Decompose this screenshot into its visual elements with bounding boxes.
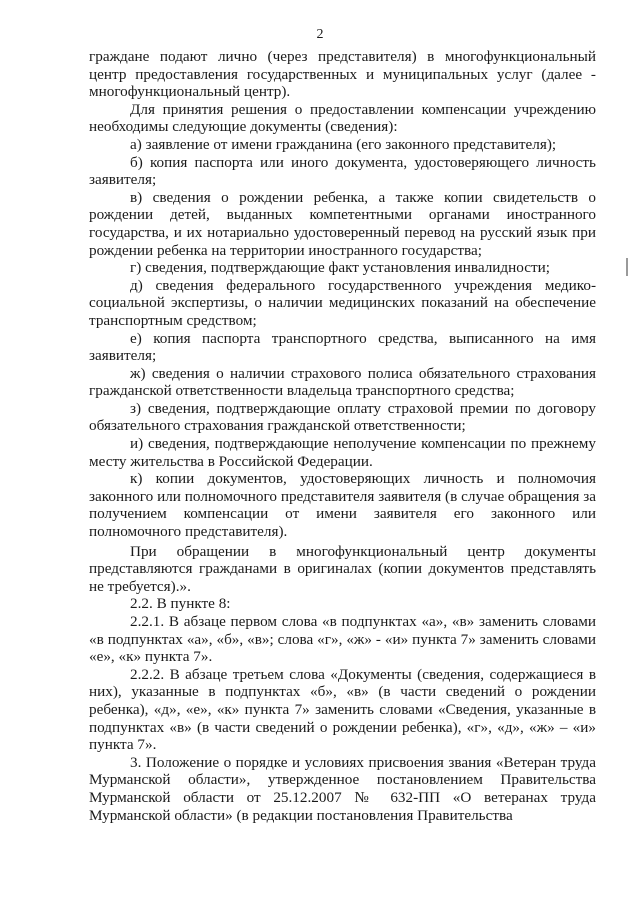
paragraph-originals: При обращении в многофункциональный центр документы представляются гражданами в оригиналах (копии документов представлять не требуется).». (89, 542, 596, 595)
list-item-i: и) сведения, подтверждающие неполучение компенсации по прежнему месту жительства в Российской Федерации. (89, 435, 596, 470)
list-item-a: а) заявление от имени гражданина (его законного представителя); (130, 135, 557, 153)
list-item-d: д) сведения федерального государственного учреждения медико-социальной экспертизы, о наличии медицинских показаний на обеспечение транспортным средством; (89, 276, 596, 329)
paragraph-2-2: 2.2. В пункте 8: (130, 595, 231, 613)
document-body (89, 48, 596, 824)
list-item-k: к) копии документов, удостоверяющих личность и полномочия законного или полномочного представителя заявителя (в случае обращения за получением компенсации от имени заявителя его законного или полномочного представителя). (89, 470, 596, 541)
paragraph-2-2-2: 2.2.2. В абзаце третьем слова «Документы (сведения, содержащиеся в них), указанные в подпунктах «б», «в» (в части сведений о рождении ребенка), «д», «е», «к» пункта 7» заменить словами «Сведения, указанные в подпунктах «в» (в части сведений о рождении ребенка), «г», «д», «ж» – «и» пункта 7». (89, 665, 596, 754)
page-number: 2 (316, 27, 324, 42)
list-item-v: в) сведения о рождении ребенка, а также копии свидетельств о рождении детей, выданных компетентными органами иностранного государства, и их нотариально удостоверенный перевод на русский язык при рождении ребенка на территории иностранного государства; (89, 188, 596, 259)
list-item-zh: ж) сведения о наличии страхового полиса обязательного страхования гражданской ответственности владельца транспортного средства; (89, 364, 596, 400)
list-item-z: з) сведения, подтверждающие оплату страховой премии по договору обязательного страхования гражданской ответственности; (89, 399, 596, 435)
paragraph-continuation: граждане подают лично (через представителя) в многофункциональный центр предоставления государственных и муниципальных услуг (далее - многофункциональный центр). (89, 48, 596, 101)
list-item-g: г) сведения, подтверждающие факт установления инвалидности; (130, 259, 550, 277)
list-item-b: б) копия паспорта или иного документа, удостоверяющего личность заявителя; (89, 153, 596, 189)
paragraph-2-2-1: 2.2.1. В абзаце первом слова «в подпунктах «а», «в» заменить словами «в подпунктах «а», «б», «в»; слова «г», «ж» - «и» пункта 7» заменить словами «е», «к» пункта 7». (89, 613, 596, 666)
paragraph-documents-required: Для принятия решения о предоставлении компенсации учреждению необходимы следующие документы (сведения): (89, 100, 596, 136)
paragraph-3: 3. Положение о порядке и условиях присвоения звания «Ветеран труда Мурманской области», утвержденное постановлением Правительства Мурманской области от 25.12.2007 № 632-ПП «О ветеранах труда Мурманской области» (в редакции постановления Правительства (89, 753, 596, 824)
list-item-e: е) копия паспорта транспортного средства, выписанного на имя заявителя; (89, 329, 596, 365)
scan-margin-mark (626, 258, 628, 276)
